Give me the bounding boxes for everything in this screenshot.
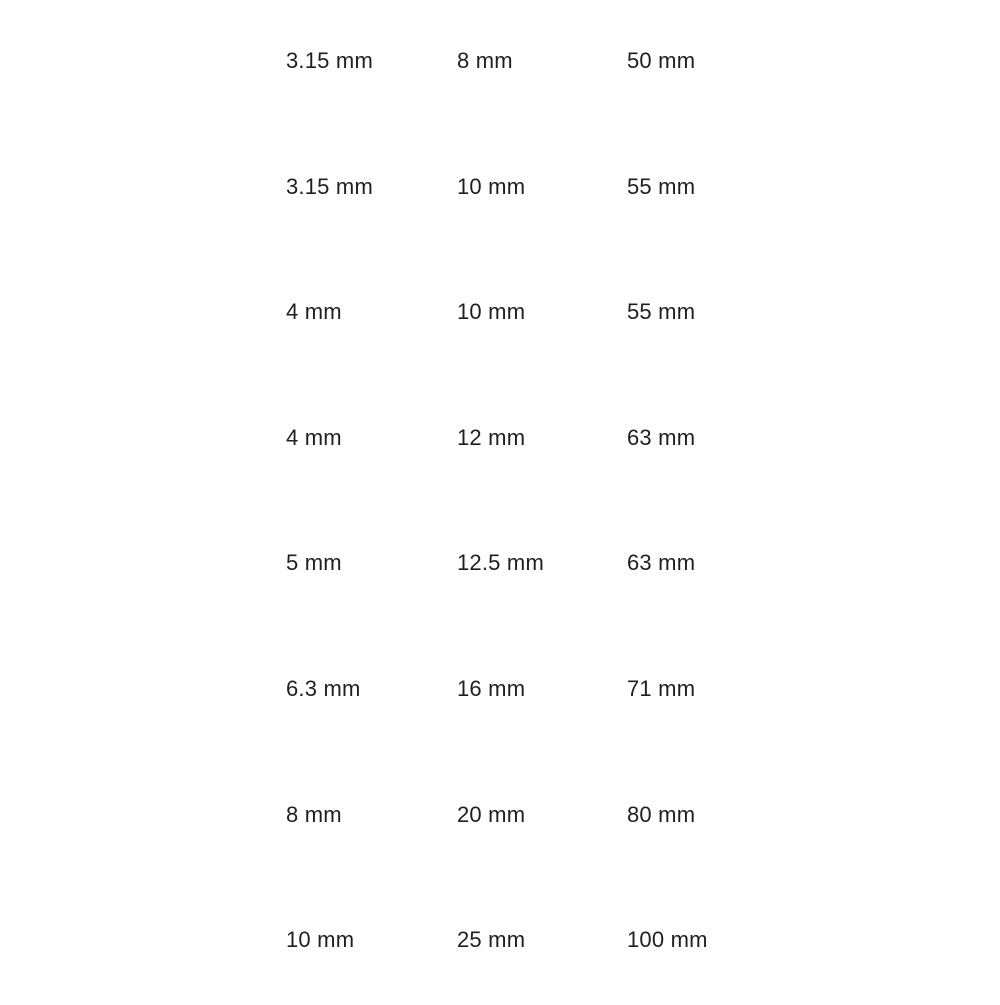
size-option[interactable]: 71 mm xyxy=(627,675,696,701)
size-row xyxy=(286,628,746,754)
size-option[interactable]: 10 mm xyxy=(457,299,526,325)
size-option[interactable]: 3.15 mm xyxy=(286,173,373,199)
size-option[interactable]: 10 mm xyxy=(286,927,355,953)
size-option[interactable]: 16 mm xyxy=(457,675,526,701)
size-option[interactable]: 4 mm xyxy=(286,299,342,325)
size-option[interactable]: 20 mm xyxy=(457,801,526,827)
size-option[interactable]: 25 mm xyxy=(457,927,526,953)
size-option[interactable]: 12 mm xyxy=(457,424,526,450)
size-row xyxy=(286,0,746,126)
size-option[interactable]: 12.5 mm xyxy=(457,550,544,576)
size-option[interactable]: 5 mm xyxy=(286,550,342,576)
size-option[interactable]: 63 mm xyxy=(627,424,696,450)
size-row xyxy=(286,502,746,628)
size-option[interactable]: 80 mm xyxy=(627,801,696,827)
size-option[interactable]: 63 mm xyxy=(627,550,696,576)
size-option[interactable]: 10 mm xyxy=(457,173,526,199)
size-options-grid xyxy=(286,0,746,1005)
size-option[interactable]: 6.3 mm xyxy=(286,675,361,701)
size-option[interactable]: 50 mm xyxy=(627,48,696,73)
size-option[interactable]: 100 mm xyxy=(627,927,708,953)
size-row xyxy=(286,377,746,503)
size-option[interactable]: 55 mm xyxy=(627,173,696,199)
size-row xyxy=(286,754,746,880)
size-option[interactable]: 8 mm xyxy=(457,48,513,73)
size-option[interactable]: 4 mm xyxy=(286,424,342,450)
size-row xyxy=(286,126,746,252)
size-row xyxy=(286,251,746,377)
size-row xyxy=(286,879,746,1005)
size-option[interactable]: 55 mm xyxy=(627,299,696,325)
size-option[interactable]: 3.15 mm xyxy=(286,48,373,73)
size-option[interactable]: 8 mm xyxy=(286,801,342,827)
